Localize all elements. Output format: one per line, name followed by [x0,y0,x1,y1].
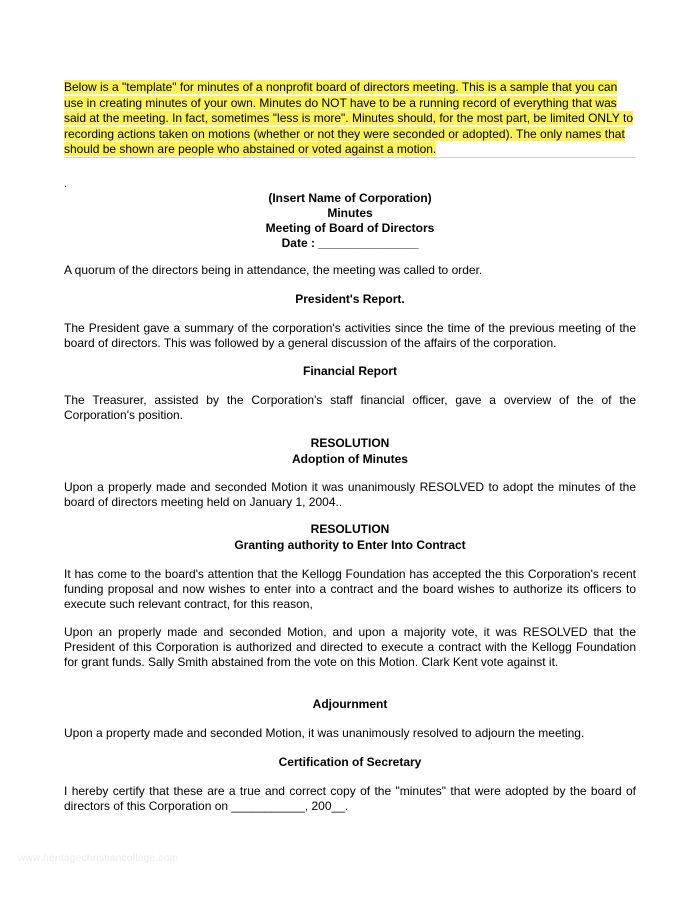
contract-paragraph-2: Upon an properly made and seconded Motion, and upon a majority vote, it was RESOLVED that the President of this Corporation is authorized and directed to execute a contract with the Kellogg Foundation for grant funds. Sally Smith abstained from the vote on this Motion. Clark Kent vote against it. [64,625,636,669]
stray-dot: . [64,176,68,190]
resolution-minutes-paragraph: Upon a properly made and seconded Motion it was unanimously RESOLVED to adopt the minutes of the board of directors meeting held on January 1, 2004.. [64,480,636,509]
financial-report-title: Financial Report [302,364,397,378]
resolution-contract-heading [64,522,636,553]
contract-paragraph-1: It has come to the board's attention that the Kellogg Foundation has accepted the this Corporation's recent funding proposal and now wishes to enter into a contract and the board wishes to authorize its officers to execute such relevant contract, for this reason, [64,567,636,611]
meeting-title: Meeting of Board of Directors [265,221,435,235]
financial-report-paragraph: The Treasurer, assisted by the Corporation's staff financial officer, gave a overview of the of the Corporation's position. [64,393,636,422]
adjournment-paragraph: Upon a property made and seconded Motion, it was unanimously resolved to adjourn the meeting. [64,726,585,740]
contract-authority-title: Granting authority to Enter Into Contract [234,537,466,552]
minutes-title: Minutes [327,206,373,220]
adoption-of-minutes-title: Adoption of Minutes [292,451,408,466]
presidents-report-title: President's Report. [295,292,405,306]
resolution-label: RESOLUTION [310,522,390,536]
intro-highlight-text: Below is a "template" for minutes of a nonprofit board of directors meeting. This is a sample that you can use in creating minutes of your own. Minutes do NOT have to be a running record of everything that was said at the meeting. In fact, sometimes "less is more". Minutes should, for the most part, be limited ONLY to recording actions taken on motions (whether or not they were seconded or adopted). The only names that should be shown are people who abstained or voted against a motion. [64,80,633,157]
quorum-paragraph: A quorum of the directors being in attendance, the meeting was called to order. [64,263,483,277]
certification-paragraph: I hereby certify that these are a true and correct copy of the "minutes" that were adopted by the board of directors of this Corporation on ___________, 200__. [64,784,636,813]
adjournment-heading [64,697,636,713]
resolution-minutes-heading [64,436,636,467]
document-header [64,191,636,251]
certification-title: Certification of Secretary [278,755,422,769]
certification-heading [64,755,636,771]
watermark: www.heritagechristiancollege.com [18,853,179,864]
presidents-report-heading [64,292,636,308]
divider-line [64,157,636,158]
corporation-name-placeholder: (Insert Name of Corporation) [268,191,432,205]
date-line: Date : _______________ [281,236,419,250]
intro-note [64,80,638,158]
resolution-label: RESOLUTION [310,436,390,450]
presidents-report-paragraph: The President gave a summary of the corporation's activities since the time of the previous meeting of the board of directors. This was followed by a general discussion of the affairs of the corporation. [64,321,636,350]
financial-report-heading [64,364,636,380]
adjournment-title: Adjournment [312,697,388,711]
